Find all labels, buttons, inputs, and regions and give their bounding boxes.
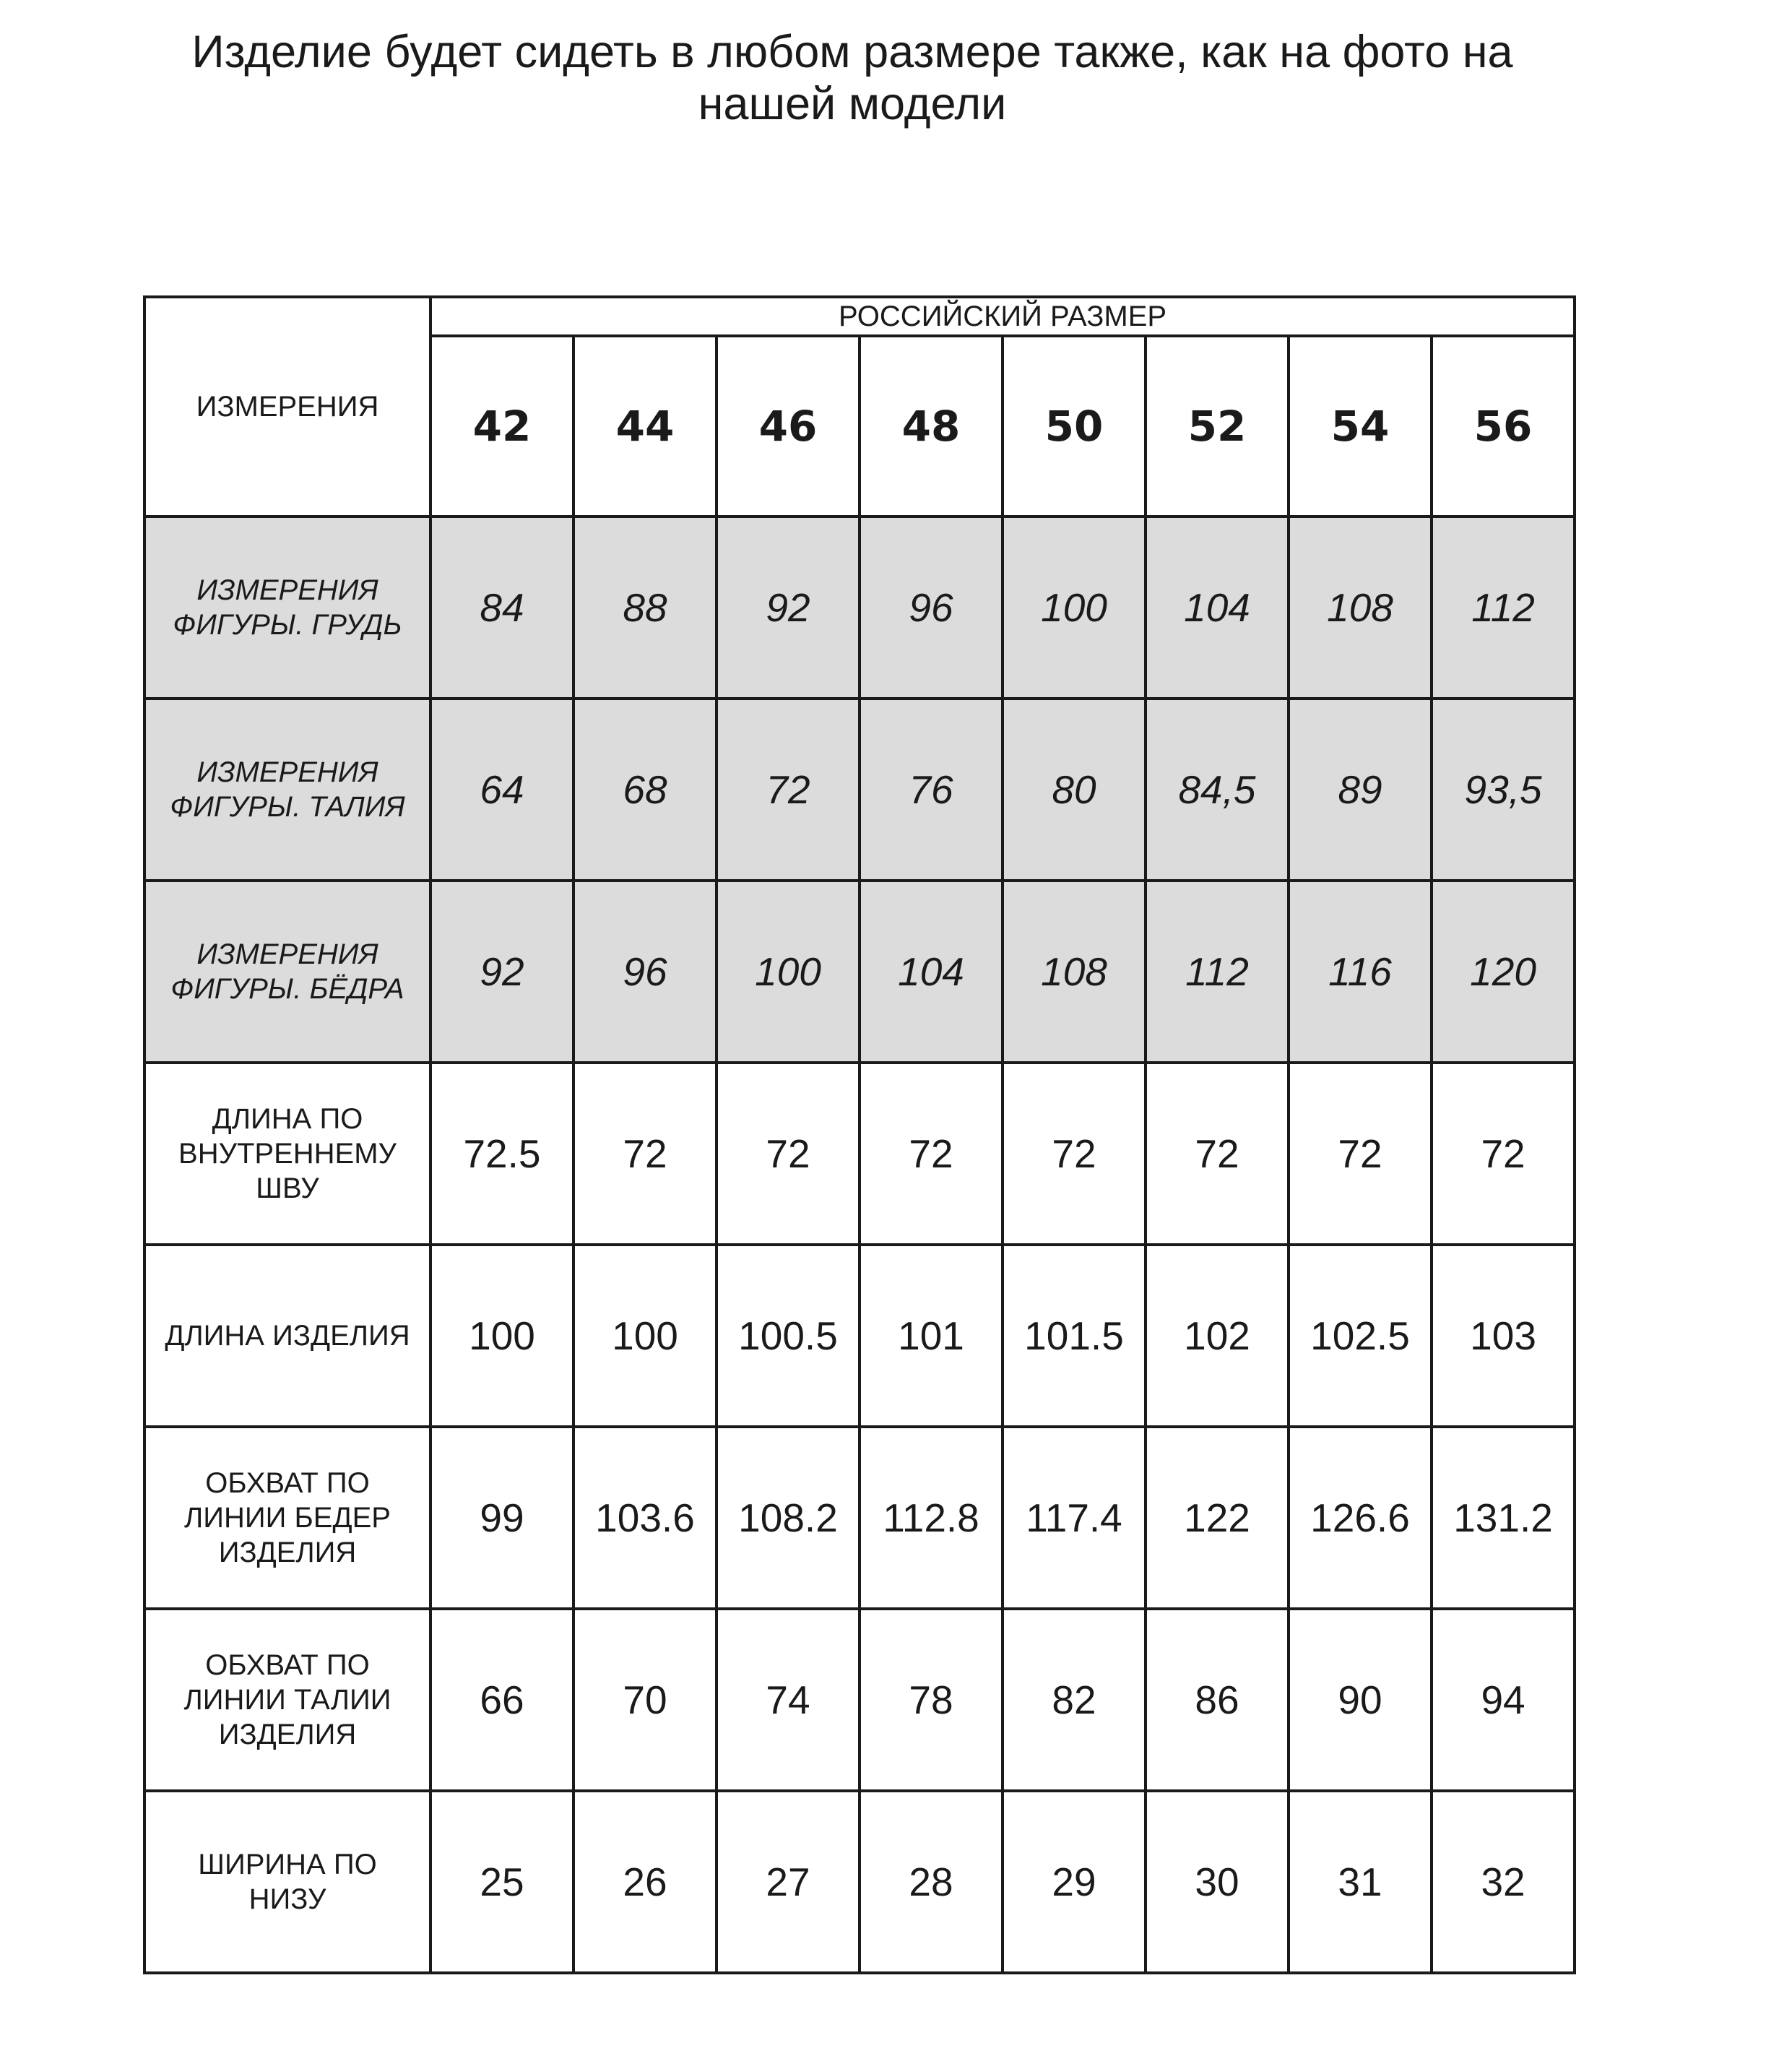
table-cell <box>1289 1791 1432 1973</box>
row-label-line: ЛИНИИ ТАЛИИ <box>183 1684 391 1716</box>
cell-value: 94 <box>1481 1677 1525 1722</box>
table-cell <box>573 1609 717 1791</box>
cell-value: 112 <box>1471 585 1535 630</box>
table-row <box>144 1427 1575 1609</box>
cell-value: 27 <box>766 1859 810 1904</box>
table-cell <box>1146 1245 1289 1427</box>
cell-value: 112.8 <box>883 1495 979 1540</box>
table-cell <box>1003 881 1146 1063</box>
cell-value: 96 <box>909 585 953 630</box>
table-cell <box>573 881 717 1063</box>
table-cell <box>1432 1063 1575 1245</box>
cell-value: 84 <box>480 585 524 630</box>
table-cell <box>1146 1609 1289 1791</box>
row-label-cell <box>144 699 430 881</box>
table-cell <box>860 1427 1003 1609</box>
table-cell <box>573 517 717 699</box>
table-cell <box>1146 1427 1289 1609</box>
row-label-line: ДЛИНА ИЗДЕЛИЯ <box>165 1320 410 1352</box>
table-cell <box>717 1791 860 1973</box>
table-cell <box>430 1245 573 1427</box>
measurements-header: ИЗМЕРЕНИЯ <box>196 391 379 423</box>
cell-value: 117.4 <box>1026 1495 1122 1540</box>
cell-value: 88 <box>623 585 667 630</box>
table-cell <box>430 1427 573 1609</box>
size-header-cell <box>1146 336 1289 517</box>
table-cell <box>1146 699 1289 881</box>
table-cell <box>1003 1245 1146 1427</box>
row-label-cell <box>144 1609 430 1791</box>
table-row <box>144 1245 1575 1427</box>
cell-value: 104 <box>898 949 964 994</box>
heading-line-2: нашей модели <box>698 79 1007 129</box>
row-label-line: ИЗМЕРЕНИЯ <box>196 938 378 970</box>
heading-line-1: Изделие будет сидеть в любом размере также, как на фото на <box>191 27 1513 77</box>
row-label-cell <box>144 1063 430 1245</box>
cell-value: 32 <box>1481 1859 1525 1904</box>
cell-value: 30 <box>1195 1859 1239 1904</box>
cell-value: 25 <box>480 1859 524 1904</box>
cell-value: 122 <box>1184 1495 1250 1540</box>
cell-value: 92 <box>766 585 810 630</box>
cell-value: 68 <box>623 767 667 812</box>
size-value: 56 <box>1473 402 1533 451</box>
table-cell <box>1003 1427 1146 1609</box>
row-label-cell <box>144 1427 430 1609</box>
size-group-header: РОССИЙСКИЙ РАЗМЕР <box>839 301 1167 332</box>
cell-value: 72.5 <box>463 1131 541 1176</box>
cell-value: 26 <box>623 1859 667 1904</box>
row-label-line: ОБХВАТ ПО <box>205 1649 370 1681</box>
page-heading <box>0 26 1705 130</box>
cell-value: 66 <box>480 1677 524 1722</box>
table-cell <box>860 1791 1003 1973</box>
row-label <box>165 1318 410 1353</box>
size-value: 54 <box>1330 402 1390 451</box>
cell-value: 93,5 <box>1464 767 1542 812</box>
size-header-cell <box>573 336 717 517</box>
table-cell <box>717 1609 860 1791</box>
cell-value: 100 <box>755 949 821 994</box>
header-row-group <box>144 297 1575 336</box>
table-cell <box>1003 517 1146 699</box>
cell-value: 101.5 <box>1024 1313 1124 1358</box>
table-cell <box>573 1791 717 1973</box>
cell-value: 70 <box>623 1677 667 1722</box>
cell-value: 120 <box>1470 949 1536 994</box>
row-label-line: ДЛИНА ПО <box>212 1103 363 1135</box>
row-label-line: ИЗДЕЛИЯ <box>218 1719 357 1750</box>
table-cell <box>1289 699 1432 881</box>
row-label-line: ИЗМЕРЕНИЯ <box>196 756 378 788</box>
cell-value: 102 <box>1184 1313 1250 1358</box>
measurements-header-cell <box>144 297 430 517</box>
table-cell <box>1432 517 1575 699</box>
row-label-line: ИЗМЕРЕНИЯ <box>196 574 378 606</box>
cell-value: 112 <box>1185 949 1249 994</box>
table-cell <box>860 1609 1003 1791</box>
table-cell <box>1146 1791 1289 1973</box>
table-row <box>144 1791 1575 1973</box>
table-cell <box>1003 1609 1146 1791</box>
cell-value: 72 <box>1195 1131 1239 1176</box>
table-cell <box>1289 1427 1432 1609</box>
row-label <box>198 1847 376 1917</box>
size-header-cell <box>1432 336 1575 517</box>
cell-value: 72 <box>766 1131 810 1176</box>
table-cell <box>717 881 860 1063</box>
table-cell <box>1432 699 1575 881</box>
cell-value: 126.6 <box>1310 1495 1410 1540</box>
table-cell <box>1003 1063 1146 1245</box>
cell-value: 78 <box>909 1677 953 1722</box>
row-label-line: ВНУТРЕННЕМУ <box>178 1138 397 1170</box>
table-cell <box>717 1427 860 1609</box>
cell-value: 89 <box>1338 767 1382 812</box>
cell-value: 72 <box>623 1131 667 1176</box>
table-cell <box>860 517 1003 699</box>
table-row <box>144 881 1575 1063</box>
row-label-line: ФИГУРЫ. БЁДРА <box>170 973 404 1005</box>
table-cell <box>1289 1063 1432 1245</box>
row-label-cell <box>144 1791 430 1973</box>
size-header-cell <box>430 336 573 517</box>
table-row <box>144 1609 1575 1791</box>
table-cell <box>573 1427 717 1609</box>
table-cell <box>430 517 573 699</box>
size-value: 52 <box>1187 402 1247 451</box>
table-cell <box>430 881 573 1063</box>
table-cell <box>573 1245 717 1427</box>
row-label-cell <box>144 517 430 699</box>
cell-value: 82 <box>1052 1677 1096 1722</box>
cell-value: 99 <box>480 1495 524 1540</box>
cell-value: 84,5 <box>1178 767 1256 812</box>
size-value: 48 <box>901 402 961 451</box>
row-label-line: НИЗУ <box>248 1883 326 1915</box>
table-cell <box>717 1063 860 1245</box>
cell-value: 108 <box>1327 585 1393 630</box>
table-cell <box>717 517 860 699</box>
table-cell <box>430 1791 573 1973</box>
table-cell <box>430 699 573 881</box>
cell-value: 72 <box>1052 1131 1096 1176</box>
size-group-header-cell <box>430 297 1575 336</box>
row-label-line: ИЗДЕЛИЯ <box>218 1537 357 1568</box>
table-cell <box>1146 1063 1289 1245</box>
table-cell <box>1432 1609 1575 1791</box>
table-cell <box>573 699 717 881</box>
cell-value: 90 <box>1338 1677 1382 1722</box>
cell-value: 100 <box>469 1313 535 1358</box>
table-cell <box>860 1245 1003 1427</box>
table-row <box>144 699 1575 881</box>
table-cell <box>1289 517 1432 699</box>
cell-value: 103.6 <box>595 1495 695 1540</box>
row-label-line: ФИГУРЫ. ГРУДЬ <box>173 609 402 641</box>
cell-value: 72 <box>909 1131 953 1176</box>
cell-value: 104 <box>1184 585 1250 630</box>
cell-value: 108.2 <box>738 1495 838 1540</box>
size-value: 46 <box>758 402 818 451</box>
size-chart-table <box>143 295 1576 1974</box>
row-label-line: ШИРИНА ПО <box>198 1849 377 1880</box>
table-row <box>144 517 1575 699</box>
size-value: 42 <box>472 402 532 451</box>
table-cell <box>1432 1245 1575 1427</box>
table-cell <box>430 1609 573 1791</box>
size-value: 50 <box>1044 402 1104 451</box>
cell-value: 72 <box>1338 1131 1382 1176</box>
cell-value: 101 <box>898 1313 964 1358</box>
row-label <box>184 1648 391 1752</box>
size-header-cell <box>860 336 1003 517</box>
table-cell <box>573 1063 717 1245</box>
table-cell <box>860 1063 1003 1245</box>
row-label-line: ШВУ <box>256 1172 319 1204</box>
table-cell <box>1003 1791 1146 1973</box>
cell-value: 72 <box>766 767 810 812</box>
size-header-cell <box>1003 336 1146 517</box>
table-cell <box>860 699 1003 881</box>
row-label <box>184 1466 391 1570</box>
row-label <box>170 937 404 1006</box>
row-label-cell <box>144 1245 430 1427</box>
cell-value: 103 <box>1470 1313 1536 1358</box>
cell-value: 131.2 <box>1453 1495 1553 1540</box>
cell-value: 76 <box>909 767 953 812</box>
row-label-line: ОБХВАТ ПО <box>205 1467 370 1499</box>
cell-value: 100.5 <box>738 1313 838 1358</box>
table-cell <box>430 1063 573 1245</box>
cell-value: 100 <box>612 1313 678 1358</box>
cell-value: 72 <box>1481 1131 1525 1176</box>
cell-value: 102.5 <box>1310 1313 1410 1358</box>
table-cell <box>1146 881 1289 1063</box>
table-cell <box>717 1245 860 1427</box>
cell-value: 74 <box>766 1677 810 1722</box>
cell-value: 29 <box>1052 1859 1096 1904</box>
table-cell <box>1289 1245 1432 1427</box>
cell-value: 86 <box>1195 1677 1239 1722</box>
row-label <box>170 755 404 824</box>
table-cell <box>1289 881 1432 1063</box>
row-label-cell <box>144 881 430 1063</box>
cell-value: 28 <box>909 1859 953 1904</box>
table-cell <box>1146 517 1289 699</box>
table-cell <box>1432 881 1575 1063</box>
table-cell <box>1003 699 1146 881</box>
table-cell <box>1432 1427 1575 1609</box>
size-header-cell <box>717 336 860 517</box>
table-cell <box>1289 1609 1432 1791</box>
table-cell <box>717 699 860 881</box>
cell-value: 80 <box>1052 767 1096 812</box>
row-label <box>178 1102 397 1206</box>
row-label-line: ФИГУРЫ. ТАЛИЯ <box>170 791 405 823</box>
row-label <box>173 573 402 642</box>
cell-value: 100 <box>1041 585 1107 630</box>
size-header-cell <box>1289 336 1432 517</box>
cell-value: 96 <box>623 949 667 994</box>
cell-value: 64 <box>480 767 524 812</box>
table-cell <box>860 881 1003 1063</box>
row-label-line: ЛИНИИ БЕДЕР <box>184 1502 391 1534</box>
table-row <box>144 1063 1575 1245</box>
table-cell <box>1432 1791 1575 1973</box>
cell-value: 92 <box>480 949 524 994</box>
cell-value: 108 <box>1041 949 1107 994</box>
cell-value: 116 <box>1328 949 1392 994</box>
size-value: 44 <box>615 402 675 451</box>
cell-value: 31 <box>1338 1859 1382 1904</box>
